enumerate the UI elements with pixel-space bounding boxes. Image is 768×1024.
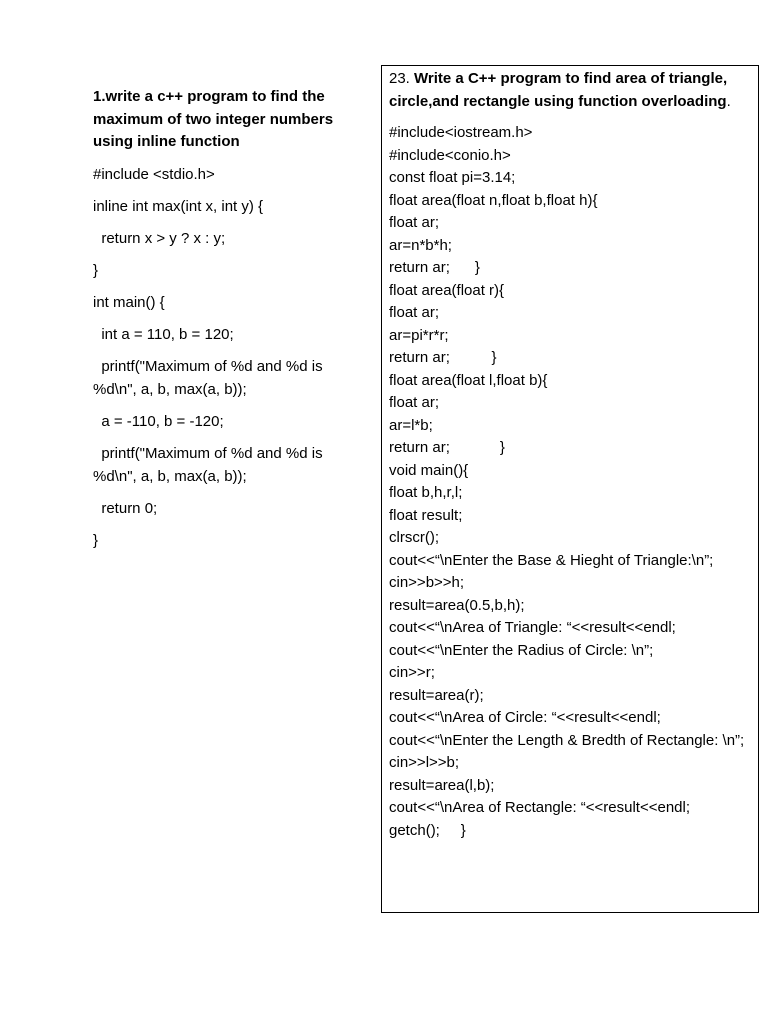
code-line: float result;: [389, 506, 463, 524]
code-line: }: [93, 261, 99, 279]
code-line: cout<<“\nArea of Circle: “<<result<<endl;: [389, 709, 661, 726]
code-line: float ar;: [389, 304, 440, 321]
code-line: #include<conio.h>: [389, 146, 511, 164]
code-line: float area(float l,float b){: [389, 371, 548, 389]
title-period: .: [726, 93, 731, 110]
code-line: cout<<“\nEnter the Radius of Circle: \n”;: [389, 641, 654, 659]
question-number: 23.: [389, 70, 410, 87]
code-line: cin>>b>>h;: [389, 574, 465, 591]
code-line: return 0;: [93, 499, 158, 517]
code-line: float b,h,r,l;: [389, 484, 463, 501]
question-23-box: [381, 65, 759, 913]
code-line: cin>>r;: [389, 664, 435, 681]
code-line: int main() {: [93, 293, 165, 311]
code-line: cout<<“\nEnter the Length & Bredth of Rectangle: \n”;: [389, 731, 745, 749]
code-line: a = -110, b = -120;: [93, 412, 224, 430]
code-line: float ar;: [389, 214, 440, 231]
code-line: void main(){: [389, 461, 469, 479]
question-1-code: [93, 163, 361, 552]
code-line: float area(float n,float b,float h){: [389, 191, 598, 209]
code-line: result=area(0.5,b,h);: [389, 596, 525, 614]
question-1-title: 1.write a c++ program to find the maximum of two integer numbers using inline function: [93, 88, 334, 150]
code-line: return ar; }: [389, 349, 497, 366]
code-line: #include <stdio.h>: [93, 165, 215, 183]
question-23-title: [389, 67, 758, 113]
code-line: ar=pi*r*r;: [389, 326, 449, 344]
code-line: cout<<“\nEnter the Base & Hieght of Triangle:\n”;: [389, 551, 714, 569]
code-line: cout<<“\nArea of Triangle: “<<result<<endl;: [389, 619, 676, 636]
left-column: [93, 86, 361, 561]
question-23-code: [389, 122, 758, 842]
code-line: ar=n*b*h;: [389, 236, 452, 254]
code-line: float ar;: [389, 394, 440, 411]
code-line: cout<<“\nArea of Rectangle: “<<result<<endl;: [389, 799, 691, 816]
code-line: ar=l*b;: [389, 416, 433, 434]
code-line: return ar; }: [389, 259, 480, 276]
code-line: getch(); }: [389, 821, 466, 839]
code-line: }: [93, 531, 99, 549]
code-line: cin>>l>>b;: [389, 754, 460, 771]
code-line: printf("Maximum of %d and %d is %d\n", a, b, max(a, b));: [93, 357, 327, 398]
code-line: float area(float r){: [389, 281, 505, 299]
code-line: clrscr();: [389, 529, 439, 546]
code-line: const float pi=3.14;: [389, 169, 516, 186]
code-line: #include<iostream.h>: [389, 124, 533, 141]
code-line: result=area(r);: [389, 686, 484, 704]
code-line: result=area(l,b);: [389, 776, 495, 794]
code-line: inline int max(int x, int y) {: [93, 197, 264, 215]
code-line: printf("Maximum of %d and %d is %d\n", a, b, max(a, b));: [93, 444, 327, 485]
code-line: int a = 110, b = 120;: [93, 325, 234, 343]
code-line: return ar; }: [389, 439, 505, 456]
question-23-heading: Write a C++ program to find area of triangle, circle,and rectangle using function overloading: [389, 70, 728, 110]
code-line: return x > y ? x : y;: [93, 229, 226, 247]
